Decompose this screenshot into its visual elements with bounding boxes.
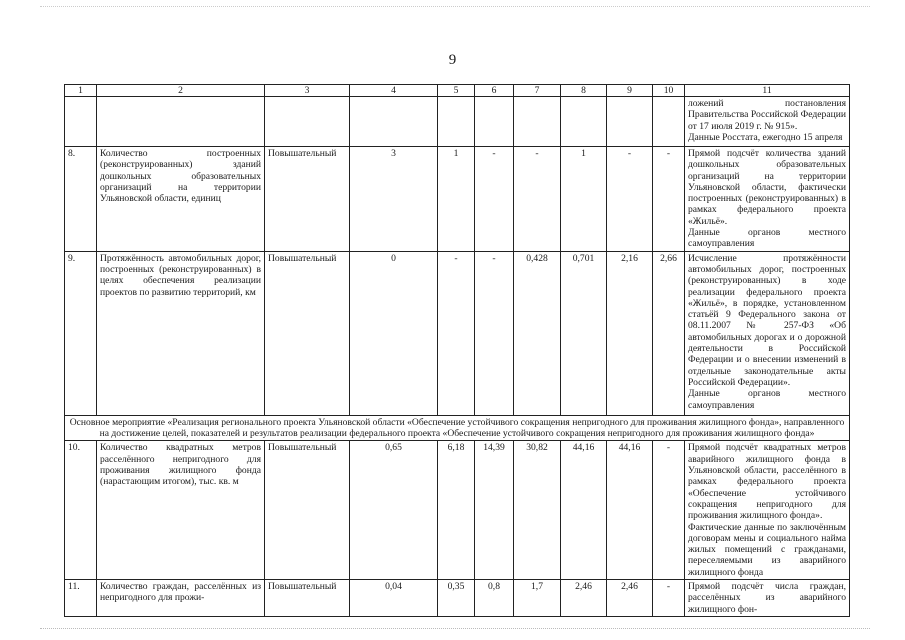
indicator-name: Протяжённость автомобильных дорог, построенных (реконструированных) в целях обеспечения реализации проектов по развитию территорий, км — [97, 251, 265, 415]
header-cell: 7 — [514, 85, 561, 97]
value-cell: - — [475, 147, 514, 252]
header-cell: 2 — [97, 85, 265, 97]
method-source: Данные Росстата, ежегодно 15 апреля — [688, 131, 843, 143]
table-row — [65, 251, 850, 415]
value-cell: - — [653, 580, 685, 617]
value-cell: 0 — [350, 251, 438, 415]
header-cell: 3 — [265, 85, 350, 97]
method-source: Фактические данные по заключённым договорам мены и социального найма жилых помещений с гражданами, переселяемыми из аварийного жилищного фонда — [688, 521, 846, 578]
row-index: 11. — [65, 580, 97, 617]
indicator-type: Повышательный — [265, 147, 350, 252]
table-header-row — [65, 85, 850, 97]
row-index: 8. — [65, 147, 97, 252]
scan-edge-bottom — [40, 628, 870, 630]
value-cell: 0,701 — [561, 251, 607, 415]
indicator-name: Количество граждан, расселённых из непригодного для прожи- — [97, 580, 265, 617]
method-cell — [685, 441, 850, 580]
row-index: 10. — [65, 441, 97, 580]
value-cell: 6,18 — [438, 441, 475, 580]
value-cell: - — [514, 147, 561, 252]
value-cell: 1 — [438, 147, 475, 252]
table-row — [65, 580, 850, 617]
value-cell: 44,16 — [561, 441, 607, 580]
value-cell: - — [607, 147, 653, 252]
table-row — [65, 441, 850, 580]
value-cell: 0,428 — [514, 251, 561, 415]
header-cell: 5 — [438, 85, 475, 97]
header-cell: 11 — [685, 85, 850, 97]
value-cell: 0,65 — [350, 441, 438, 580]
value-cell: 0,8 — [475, 580, 514, 617]
method-cell — [685, 147, 850, 252]
table-row — [65, 147, 850, 252]
value-cell: 0,35 — [438, 580, 475, 617]
indicator-type: Повышательный — [265, 441, 350, 580]
header-cell: 10 — [653, 85, 685, 97]
method-text: Прямой подсчёт квадратных метров аварийного жилищного фонда в Ульяновской области, расселённого в рамках федерального проекта «Обеспечение устойчивого сокращения непригодного для проживания жилищного фонда». — [688, 442, 846, 522]
method-cell — [685, 97, 850, 147]
header-cell: 1 — [65, 85, 97, 97]
header-cell: 8 — [561, 85, 607, 97]
value-cell: 2,66 — [653, 251, 685, 415]
method-source: Данные органов местного самоуправления — [688, 227, 846, 250]
indicator-type: Повышательный — [265, 251, 350, 415]
indicator-name: Количество построенных (реконструированных) зданий дошкольных образовательных организаций на территории Ульяновской области, единиц — [97, 147, 265, 252]
value-cell: 2,46 — [561, 580, 607, 617]
value-cell: 14,39 — [475, 441, 514, 580]
indicator-name: Количество квадратных метров расселённого непригодного для проживания жилищного фонда (нарастающим итогом), тыс. кв. м — [97, 441, 265, 580]
value-cell: 2,16 — [607, 251, 653, 415]
method-text: ложений постановления Правительства Российской Федерации от 17 июля 2019 г. № 915». — [688, 98, 846, 132]
value-cell: 1 — [561, 147, 607, 252]
scan-edge-top — [40, 6, 870, 8]
page-number: 9 — [448, 52, 457, 68]
value-cell: 3 — [350, 147, 438, 252]
method-text: Прямой подсчёт количества зданий дошкольных образовательных организаций на территории Ульяновской области, фактически построенных (реконструированных) в рамках федерального проекта «Жильё». — [688, 148, 846, 227]
section-title: Основное мероприятие «Реализация регионального проекта Ульяновской области «Обеспечение устойчивого сокращения непригодного для проживания жилищного фонда», направленного на достижение целей, показателей и результатов реализации федерального проекта «Обеспечение устойчивого сокращения непригодного для проживания жилищного фонда» — [65, 415, 850, 441]
value-cell: 1,7 — [514, 580, 561, 617]
method-text: Прямой подсчёт числа граждан, расселённых из аварийного жилищного фон- — [688, 581, 846, 615]
section-row — [65, 415, 850, 441]
table-row-continuation — [65, 97, 850, 147]
value-cell: - — [653, 147, 685, 252]
value-cell: - — [475, 251, 514, 415]
method-cell — [685, 580, 850, 617]
method-text: Исчисление протяжённости автомобильных дорог, построенных (реконструированных) в ходе реализации федерального проекта «Жильё», в порядке, установленном статьёй 9 Федерального закона от 08.11.2007 № 257-ФЗ «Об автомобильных дорогах и о дорожной деятельности в Российской Федерации и о внесении изменений в отдельные законодательные акты Российской Федерации». — [688, 252, 846, 388]
value-cell: - — [438, 251, 475, 415]
header-cell: 9 — [607, 85, 653, 97]
method-cell — [685, 251, 850, 415]
method-source: Данные органов местного самоуправления — [688, 388, 846, 411]
header-cell: 6 — [475, 85, 514, 97]
value-cell: 44,16 — [607, 441, 653, 580]
row-index: 9. — [65, 251, 97, 415]
header-cell: 4 — [350, 85, 438, 97]
value-cell: 2,46 — [607, 580, 653, 617]
value-cell: - — [653, 441, 685, 580]
value-cell: 30,82 — [514, 441, 561, 580]
indicator-type: Повышательный — [265, 580, 350, 617]
indicator-table — [64, 84, 850, 617]
value-cell: 0,04 — [350, 580, 438, 617]
